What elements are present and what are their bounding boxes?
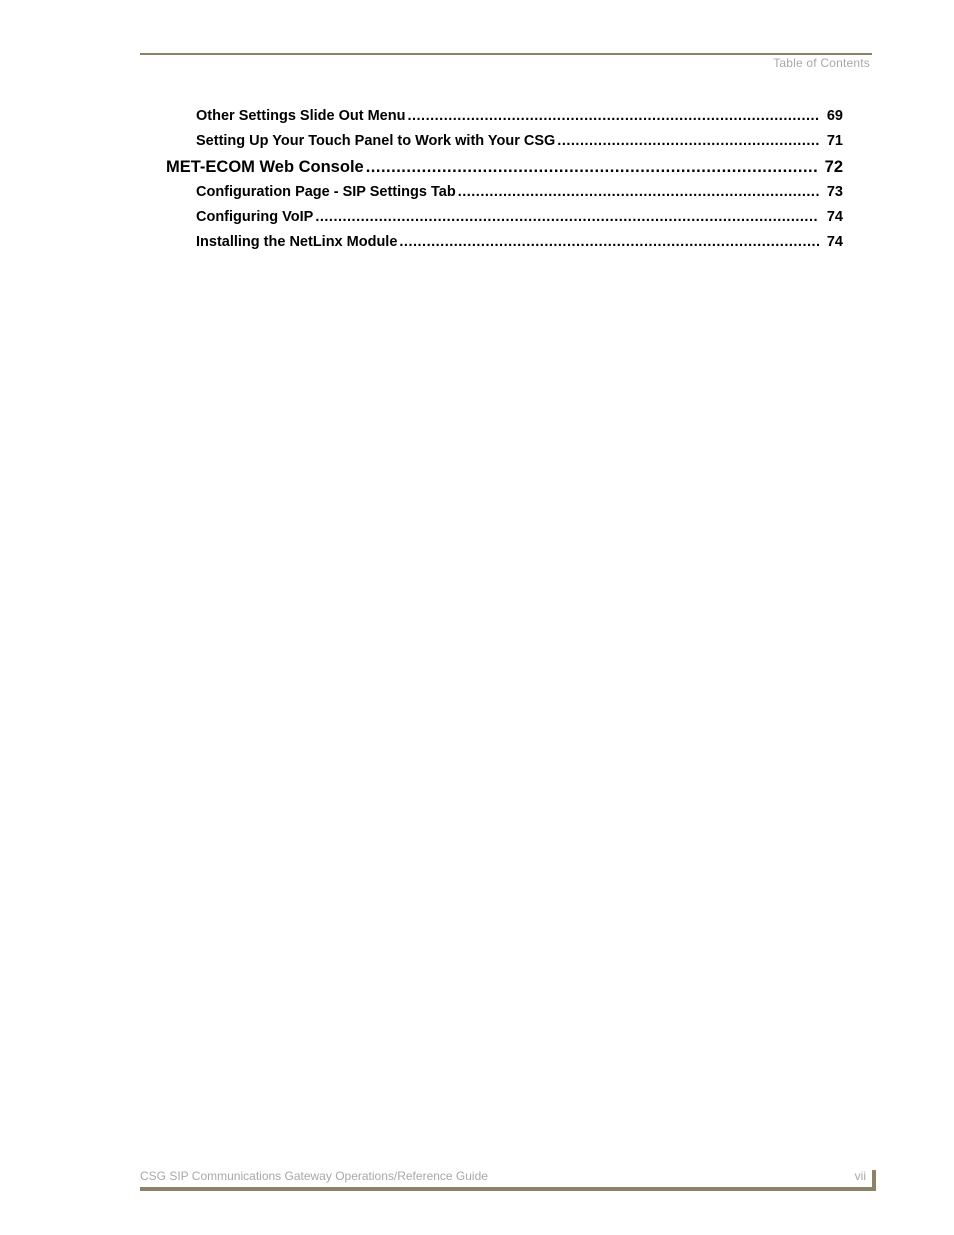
toc-entry-title: Configuring VoIP xyxy=(196,209,314,225)
toc-leader-dots xyxy=(407,104,818,129)
toc-entry-title: Installing the NetLinx Module xyxy=(196,234,398,250)
toc-section-entry[interactable] xyxy=(166,154,843,180)
toc-leader-dots xyxy=(557,129,819,154)
toc-entry-page: 74 xyxy=(826,234,843,250)
page-number: vii xyxy=(854,1169,866,1183)
toc-entry[interactable] xyxy=(166,129,843,154)
footer-rule xyxy=(140,1187,876,1191)
toc-entry-page: 73 xyxy=(826,184,843,200)
toc-entry-title: MET-ECOM Web Console xyxy=(166,158,364,176)
toc-entry[interactable] xyxy=(166,104,843,129)
table-of-contents xyxy=(166,104,843,255)
header-rule xyxy=(140,53,872,55)
toc-entry-page: 71 xyxy=(826,133,843,149)
toc-leader-dots xyxy=(458,180,819,205)
toc-entry-title: Setting Up Your Touch Panel to Work with Your CSG xyxy=(196,133,556,149)
toc-entry-title: Configuration Page - SIP Settings Tab xyxy=(196,184,456,200)
toc-leader-dots xyxy=(399,230,818,255)
toc-leader-dots xyxy=(366,154,817,180)
toc-entry[interactable] xyxy=(166,230,843,255)
toc-entry-title: Other Settings Slide Out Menu xyxy=(196,108,406,124)
toc-entry-page: 72 xyxy=(824,158,843,176)
running-header: Table of Contents xyxy=(773,56,870,70)
toc-entry[interactable] xyxy=(166,205,843,230)
running-footer-title: CSG SIP Communications Gateway Operations/Reference Guide xyxy=(140,1169,488,1183)
toc-leader-dots xyxy=(315,205,819,230)
toc-entry-page: 69 xyxy=(826,108,843,124)
toc-entry[interactable] xyxy=(166,180,843,205)
toc-entry-page: 74 xyxy=(826,209,843,225)
